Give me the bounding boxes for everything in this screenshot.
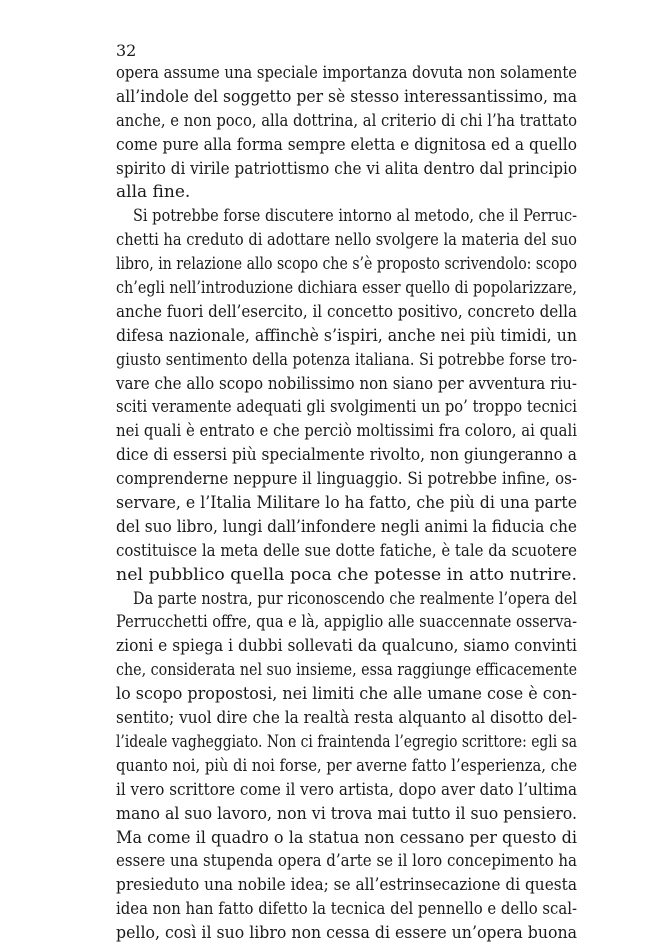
page-number: 32: [116, 41, 137, 60]
text-line-content: zioni e spiega i dubbi sollevati da qualcuno, siamo convinti: [116, 636, 577, 657]
text-line-content: presieduto una nobile idea; se all’estrinsecazione di questa: [116, 875, 577, 896]
text-line-content: ch’egli nell’introduzione dichiara esser quello di popolarizzare,: [116, 278, 577, 299]
text-line: [116, 325, 577, 349]
text-line-content: costituisce la meta delle sue dotte fatiche, è tale da scuotere: [116, 540, 578, 561]
text-line-content: Ma come il quadro o la statua non cessano per questo di: [116, 827, 577, 848]
text-line: [116, 373, 577, 397]
text-line-content: quanto noi, più di noi forse, per averne fatto l’esperienza, che: [116, 755, 578, 776]
text-line: [116, 611, 577, 635]
text-line-content: anche fuori dell’esercito, il concetto positivo, concreto della: [116, 301, 577, 322]
text-line-content: Si potrebbe forse discutere intorno al metodo, che il Perruc-: [133, 206, 578, 227]
text-line-content: pello, così il suo libro non cessa di essere un’opera buona: [116, 923, 578, 944]
text-line-content: sciti veramente adequati gli svolgimenti un po’ troppo tecnici: [116, 397, 578, 418]
text-line-content: comprenderne neppure il linguaggio. Si potrebbe infine, os-: [116, 469, 577, 490]
text-line: [116, 659, 577, 683]
text-line: [116, 86, 577, 110]
text-line-content: il vero scrittore come il vero artista, dopo aver dato l’ultima: [116, 779, 578, 800]
text-line: [116, 850, 577, 874]
text-line: [116, 396, 577, 420]
text-line: [116, 492, 577, 516]
text-line: [116, 229, 577, 253]
text-line: [116, 444, 577, 468]
text-line: [116, 898, 577, 922]
text-line: [116, 540, 577, 564]
text-line: [116, 635, 577, 659]
text-line: [116, 874, 577, 898]
text-line: [116, 420, 577, 444]
text-line-content: come pure alla forma sempre eletta e dignitosa ed a quello: [116, 134, 577, 155]
body-text: [116, 62, 577, 946]
text-line: [116, 922, 577, 946]
text-line: [116, 158, 577, 182]
text-line-content: del suo libro, lungi dall’infondere negli animi la fiducia che: [116, 516, 577, 537]
text-line-content: servare, e l’Italia Militare lo ha fatto, che più di una parte: [116, 493, 578, 514]
text-line-content: che, considerata nel suo insieme, essa raggiunge efficacemente: [116, 660, 578, 681]
text-line-content: dice di essersi più specialmente rivolto, non giungeranno a: [116, 445, 577, 466]
text-line-content: opera assume una speciale importanza dovuta non solamente: [116, 63, 577, 83]
text-line: [116, 468, 577, 492]
text-line: [116, 588, 577, 612]
text-line-content: nei quali è entrato e che perciò moltissimi fra coloro, ai quali: [116, 421, 578, 442]
text-line-content: nel pubblico quella poca che potesse in atto nutrire.: [116, 564, 578, 585]
text-line-content: anche, e non poco, alla dottrina, al criterio di chi l’ha trattato: [116, 110, 578, 131]
text-line: [116, 779, 577, 803]
text-line-content: l’ideale vagheggiato. Non ci fraintenda l’egregio scrittore: egli sa: [116, 731, 577, 752]
text-line: [116, 755, 577, 779]
text-line: [116, 564, 577, 588]
text-line: [116, 827, 577, 851]
text-line-content: lo scopo propostosi, nei limiti che alle umane cose è con-: [116, 684, 577, 705]
text-line-content: all’indole del soggetto per sè stesso interessantissimo, ma: [116, 86, 578, 107]
text-line: [116, 110, 577, 134]
text-line-content: vare che allo scopo nobilissimo non siano per avventura riu-: [116, 373, 577, 394]
text-line-content: alla fine.: [116, 182, 191, 203]
text-line-content: giusto sentimento della potenza italiana. Si potrebbe forse tro-: [116, 349, 577, 370]
text-line-content: essere una stupenda opera d’arte se il loro concepimento ha: [116, 851, 577, 872]
text-line-content: difesa nazionale, affinchè s’ispiri, anche nei più timidi, un: [116, 325, 578, 346]
text-line-content: chetti ha creduto di adottare nello svolgere la materia del suo: [116, 230, 578, 251]
text-line-content: libro, in relazione allo scopo che s’è proposto scrivendolo: scopo: [116, 254, 578, 275]
text-line-content: Da parte nostra, pur riconoscendo che realmente l’opera del: [133, 588, 577, 609]
text-line-content: Perrucchetti offre, qua e là, appiglio alle suaccennate osserva-: [116, 612, 578, 633]
text-line: [116, 301, 577, 325]
text-line: [116, 731, 577, 755]
text-line: [116, 134, 577, 158]
text-line: [116, 349, 577, 373]
text-line: [116, 707, 577, 731]
text-line: [116, 253, 577, 277]
text-line-content: mano al suo lavoro, non vi trova mai tutto il suo pensiero.: [116, 803, 578, 824]
text-line: [116, 205, 577, 229]
text-line-content: spirito di virile patriottismo che vi alita dentro dal principio: [116, 158, 577, 179]
text-line: [116, 62, 577, 86]
text-line: [116, 803, 577, 827]
text-line: [116, 683, 577, 707]
text-line: [116, 516, 577, 540]
text-line: [116, 181, 577, 205]
text-line-content: idea non han fatto difetto la tecnica del pennello e dello scal-: [116, 899, 578, 920]
text-line: [116, 277, 577, 301]
text-line-content: sentito; vuol dire che la realtà resta alquanto al disotto del-: [116, 708, 578, 729]
